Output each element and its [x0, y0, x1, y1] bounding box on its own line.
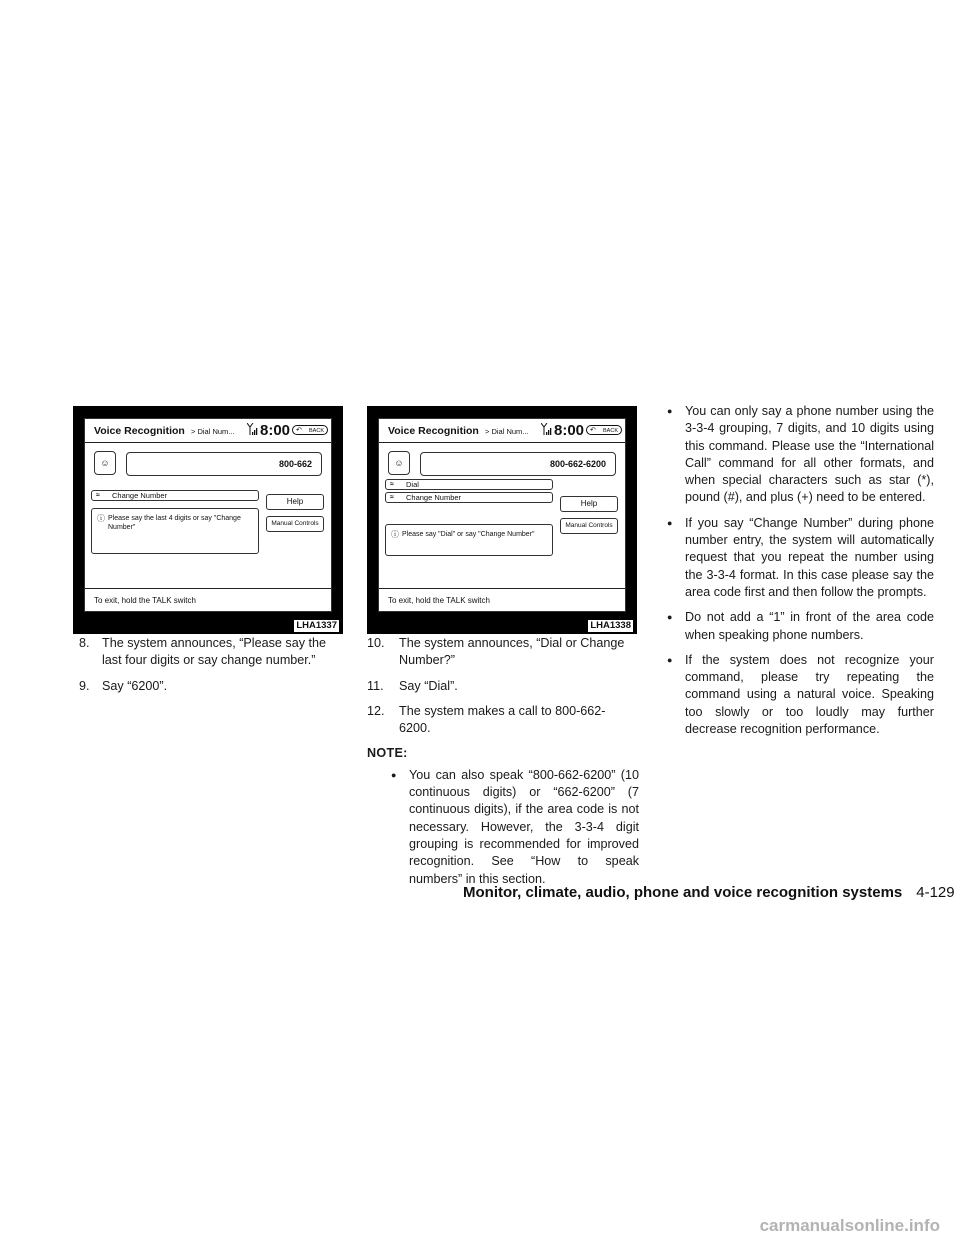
command-label: Dial [406, 480, 419, 489]
prompt-text: Please say "Dial" or say "Change Number" [402, 531, 535, 538]
section-title: Monitor, climate, audio, phone and voice recognition systems [463, 884, 903, 901]
step-number: 12. [367, 703, 385, 718]
watermark: carmanualsonline.info [759, 1216, 940, 1235]
manual-controls-button[interactable]: Manual Controls [560, 518, 618, 534]
note-bullet: ● You can also speak “800-662-6200” (10 continuous digits) or “662-6200” (7 continuous digits), if the area code is not necessary. However, the 3-3-4 digit grouping is recommended for improved recognition. See “How to speak numbers” in this section. [382, 767, 639, 888]
back-button[interactable]: ↶ BACK [292, 425, 328, 435]
step-text: Say “6200”. [102, 678, 168, 693]
speaking-face-icon: ☺ [388, 451, 410, 475]
figure-lha1337 [73, 406, 343, 634]
step-number: 9. [79, 678, 90, 693]
help-button[interactable]: Help [266, 494, 324, 510]
voice-command-icon: ≈ [390, 494, 394, 501]
back-button[interactable]: ↶ BACK [586, 425, 622, 435]
step-9 [73, 678, 349, 695]
figure-code: LHA1337 [296, 620, 337, 631]
prompt-box [91, 508, 259, 554]
prompt-box [385, 524, 553, 556]
info-icon: ⓘ [97, 514, 105, 523]
step-11 [367, 678, 639, 695]
exit-hint: To exit, hold the TALK switch [379, 588, 625, 611]
voice-command-icon: ≈ [390, 481, 394, 488]
step-text: The system announces, “Please say the last four digits or say change number.” [102, 636, 327, 668]
bullet-item: ● If the system does not recognize your command, please try repeating the command using a natural voice. Speaking too slowly or too loudly may further decrease recognition performance. [658, 652, 934, 738]
voice-command-icon: ≈ [96, 492, 100, 499]
signal-icon [541, 423, 552, 435]
breadcrumb: > Dial Num... [485, 427, 529, 436]
step-text: The system announces, “Dial or Change Number?” [399, 636, 625, 668]
step-12 [367, 703, 639, 738]
figure-code: LHA1338 [590, 620, 631, 631]
bullet-item: ● You can only say a phone number using the 3-3-4 grouping, 7 digits, and 10 digits using this command. Please use the “International Call” command for all other formats, and when special characters such as star (*), pound (#), and plus (+) need to be entered. [658, 403, 934, 507]
screen-title: Voice Recognition [388, 425, 479, 437]
speaking-face-icon: ☺ [94, 451, 116, 475]
step-number: 8. [79, 636, 90, 650]
voice-recognition-screen [84, 418, 332, 612]
manual-controls-button[interactable]: Manual Controls [266, 516, 324, 532]
change-number-command[interactable] [91, 490, 259, 501]
voice-recognition-screen [378, 418, 626, 612]
help-button[interactable]: Help [560, 496, 618, 512]
page-number: 4-129 [916, 884, 955, 901]
column-1 [73, 635, 349, 703]
column-3 [658, 403, 934, 746]
number-display: 800-662 [126, 452, 322, 476]
info-icon: ⓘ [391, 530, 399, 539]
screen-header [85, 419, 331, 443]
signal-icon [247, 423, 258, 435]
clock: 8:00 [260, 422, 291, 439]
step-text: Say “Dial”. [399, 678, 458, 693]
column-2 [367, 635, 639, 896]
step-number: 10. [367, 636, 385, 650]
dial-command[interactable] [385, 479, 553, 490]
step-8 [73, 635, 349, 670]
change-number-command[interactable] [385, 492, 553, 503]
clock: 8:00 [554, 422, 585, 439]
step-text: The system makes a call to 800-662- 6200. [399, 703, 606, 736]
breadcrumb: > Dial Num... [191, 427, 235, 436]
command-label: Change Number [112, 491, 168, 500]
screen-header [379, 419, 625, 443]
prompt-text: Please say the last 4 digits or say "Change Number" [108, 515, 241, 531]
number-display: 800-662-6200 [420, 452, 616, 476]
command-label: Change Number [406, 493, 462, 502]
step-number: 11. [367, 678, 384, 693]
screen-title: Voice Recognition [94, 425, 185, 437]
figure-lha1338 [367, 406, 637, 634]
note-heading: NOTE: [367, 746, 408, 761]
bullet-item: ● If you say “Change Number” during phone number entry, the system will automatically request that you repeat the number using the 3-3-4 format. In this case please say the area code first and then follow the prompts. [658, 515, 934, 601]
page-footer [463, 884, 955, 901]
bullet-item: ● Do not add a “1” in front of the area code when speaking phone numbers. [658, 609, 934, 644]
exit-hint: To exit, hold the TALK switch [85, 588, 331, 611]
step-10 [367, 635, 639, 670]
